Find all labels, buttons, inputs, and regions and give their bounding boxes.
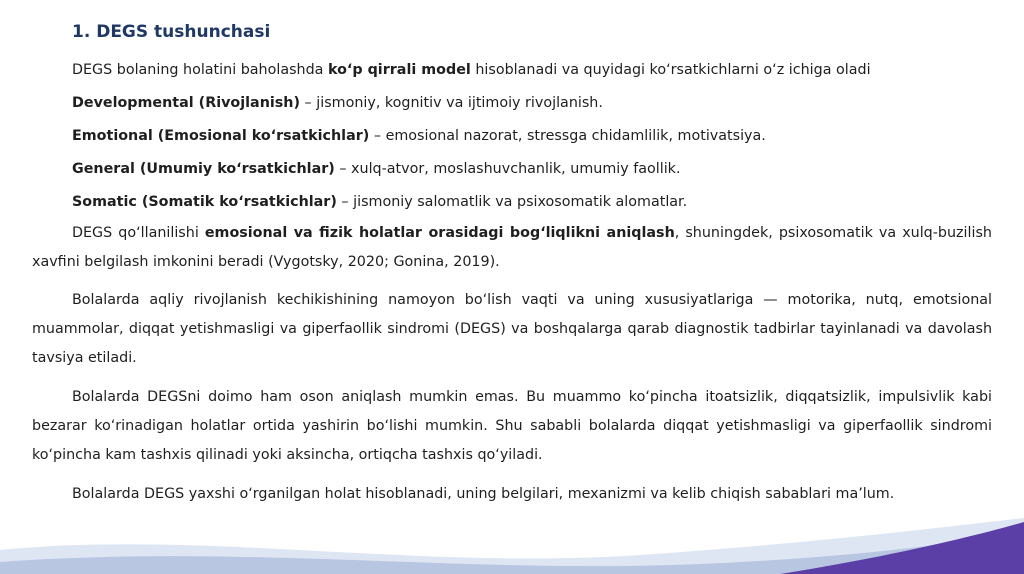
item-desc: – jismoniy, kognitiv va ijtimoiy rivojlanish. [300, 95, 603, 111]
slide-title: 1. DEGS tushunchasi [72, 22, 271, 42]
intro-text-end: hisoblanadi va quyidagi ko‘rsatkichlarni o‘z ichiga oladi [470, 62, 871, 78]
intro-line [72, 61, 871, 79]
paragraph-degs-usage [32, 219, 992, 277]
decorative-wave [0, 500, 1024, 574]
item-term: Emotional (Emosional ko‘rsatkichlar) [72, 128, 370, 144]
item-developmental [72, 94, 603, 112]
item-desc: – xulq-atvor, moslashuvchanlik, umumiy faollik. [334, 161, 681, 177]
item-desc: – emosional nazorat, stressga chidamlilik, motivatsiya. [369, 128, 766, 144]
p1-bold: emosional va fizik holatlar orasidagi bog‘liqlikni aniqlash [204, 225, 675, 241]
item-term: General (Umumiy ko‘rsatkichlar) [72, 161, 335, 177]
item-desc: – jismoniy salomatlik va psixosomatik alomatlar. [336, 194, 688, 210]
p1-text-start: DEGS qo‘llanilishi [72, 225, 205, 241]
item-term: Developmental (Rivojlanish) [72, 95, 301, 111]
item-somatic [72, 193, 687, 211]
paragraph-conclusion: Bolalarda DEGS yaxshi o‘rganilgan holat hisoblanadi, uning belgilari, mexanizmi va kelib chiqish sabablari ma’lum. [72, 486, 895, 502]
item-general [72, 160, 681, 178]
p1-text-end: , shuningdek, psixosomatik va xulq-buzilish xavfini belgilash imkonini beradi (Vygotsky, 2020; Gonina, 2019). [32, 225, 992, 270]
item-term: Somatic (Somatik ko‘rsatkichlar) [72, 194, 337, 210]
paragraph-detection: Bolalarda DEGSni doimo ham oson aniqlash mumkin emas. Bu muammo ko‘pincha itoatsizlik, diqqatsizlik, impulsivlik kabi bezarar ko‘rinadigan holatlar ortida yashirin bo‘lishi mumkin. Shu sababli bolalarda diqqat yetishmasligi va giperfaollik sindromi ko‘pincha kam tashxis qilinadi yoki aksincha, ortiqcha tashxis qo‘yiladi. [32, 389, 992, 463]
intro-bold-term: ko‘p qirrali model [327, 62, 471, 78]
item-emotional [72, 127, 766, 145]
intro-text-start: DEGS bolaning holatini baholashda [72, 62, 328, 78]
paragraph-diagnostics: Bolalarda aqliy rivojlanish kechikishining namoyon bo‘lish vaqti va uning xususiyatlariga — motorika, nutq, emotsional muammolar, diqqat yetishmasligi va giperfaollik sindromi (DEGS) va boshqalarga qarab diagnostik tadbirlar tayinlanadi va davolash tavsiya etiladi. [32, 292, 992, 366]
